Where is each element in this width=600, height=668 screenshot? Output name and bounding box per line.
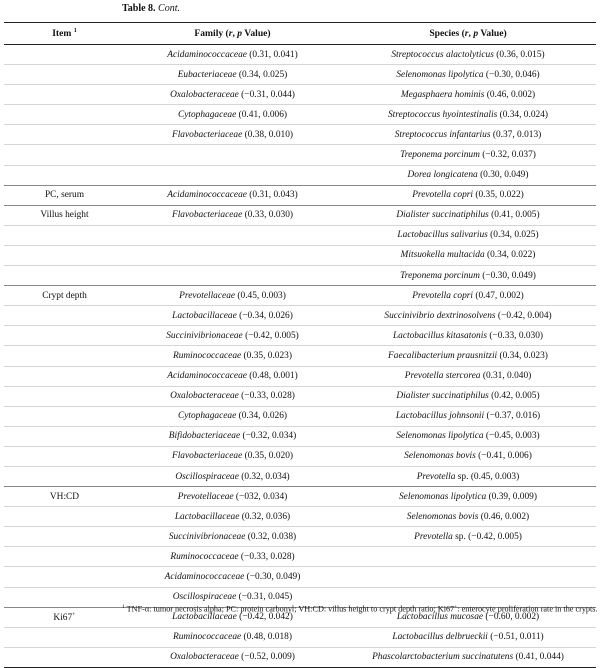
table-row — [4, 85, 596, 105]
species-cell: Streptococcus infantarius (0.37, 0.013) — [340, 125, 596, 145]
species-cell: Prevotella copri (0.47, 0.002) — [340, 286, 596, 306]
family-cell: Prevotellaceae (0.45, 0.003) — [125, 286, 340, 306]
species-cell: Lactobacillus delbrueckii (−0.51, 0.011) — [340, 627, 596, 647]
family-cell: Acidaminococcaceae (0.31, 0.043) — [125, 185, 340, 205]
header-family: Family (r, p Value) — [125, 23, 340, 45]
family-cell: Succinivibrionaceae (0.32, 0.038) — [125, 527, 340, 547]
table-label: Table 8. — [122, 3, 156, 14]
species-cell: Streptococcus hyointestinalis (0.34, 0.024) — [340, 105, 596, 125]
item-cell — [4, 466, 125, 486]
table-body — [4, 45, 596, 668]
item-cell — [4, 346, 125, 366]
item-cell — [4, 225, 125, 245]
table-row — [4, 446, 596, 466]
species-cell: Megasphaera hominis (0.46, 0.002) — [340, 85, 596, 105]
species-cell: Prevotella copri (0.35, 0.022) — [340, 185, 596, 205]
family-cell — [125, 145, 340, 165]
family-cell: Cytophagaceae (0.41, 0.006) — [125, 105, 340, 125]
family-cell: Oscillospiraceae (0.32, 0.034) — [125, 466, 340, 486]
species-cell: Selenomonas bovis (−0.41, 0.006) — [340, 446, 596, 466]
item-cell: Ki67+ — [4, 607, 125, 627]
table-row — [4, 225, 596, 245]
table-row — [4, 527, 596, 547]
item-cell — [4, 386, 125, 406]
species-cell: Lactobacillus mucosae (−0.60, 0.002) — [340, 607, 596, 627]
item-cell — [4, 406, 125, 426]
species-cell: Succinivibrio dextrinosolvens (−0.42, 0.004) — [340, 306, 596, 326]
item-cell — [4, 245, 125, 265]
item-cell — [4, 125, 125, 145]
correlation-table — [4, 22, 596, 668]
family-cell — [125, 225, 340, 245]
family-cell: Flavobacteriaceae (0.33, 0.030) — [125, 205, 340, 225]
item-cell — [4, 507, 125, 527]
family-cell: Acidaminococcaceae (−0.30, 0.049) — [125, 567, 340, 587]
table-row — [4, 266, 596, 286]
table-caption — [122, 3, 180, 14]
family-cell: Lactobacillaceae (0.32, 0.036) — [125, 507, 340, 527]
family-cell: Flavobacteriaceae (0.35, 0.020) — [125, 446, 340, 466]
species-cell: Selenomonas lipolytica (0.39, 0.009) — [340, 487, 596, 507]
table-row — [4, 205, 596, 225]
family-cell: Succinivibrionaceae (−0.42, 0.005) — [125, 326, 340, 346]
table-row — [4, 185, 596, 205]
table-row — [4, 125, 596, 145]
family-cell: Flavobacteriaceae (0.38, 0.010) — [125, 125, 340, 145]
item-cell — [4, 647, 125, 667]
species-cell: Streptococcus alactolyticus (0.36, 0.015) — [340, 45, 596, 65]
item-cell: Crypt depth — [4, 286, 125, 306]
item-cell — [4, 145, 125, 165]
family-cell: Oscillospiraceae (−0.31, 0.045) — [125, 587, 340, 607]
item-cell — [4, 85, 125, 105]
species-cell: Selenomonas lipolytica (−0.45, 0.003) — [340, 426, 596, 446]
table-row — [4, 145, 596, 165]
family-cell: Lactobacillaceae (−0.42, 0.042) — [125, 607, 340, 627]
species-cell: Selenomonas lipolytica (−0.30, 0.046) — [340, 65, 596, 85]
species-cell: Faecalibacterium prausnitzii (0.34, 0.023) — [340, 346, 596, 366]
family-cell: Lactobacillaceae (−0.34, 0.026) — [125, 306, 340, 326]
table-row — [4, 245, 596, 265]
family-cell: Acidaminococcaceae (0.31, 0.041) — [125, 45, 340, 65]
species-cell: Phascolarctobacterium succinatutens (0.41, 0.044) — [340, 647, 596, 667]
family-cell: Oxalobacteraceae (−0.31, 0.044) — [125, 85, 340, 105]
table-row — [4, 547, 596, 567]
item-cell — [4, 306, 125, 326]
table-row — [4, 426, 596, 446]
item-cell: PC, serum — [4, 185, 125, 205]
species-cell: Prevotella stercorea (0.31, 0.040) — [340, 366, 596, 386]
family-cell: Eubacteriaceae (0.34, 0.025) — [125, 65, 340, 85]
family-cell: Prevotellaceae (−032, 0.034) — [125, 487, 340, 507]
species-cell: Mitsuokella multacida (0.34, 0.022) — [340, 245, 596, 265]
species-cell: Lactobacillus kitasatonis (−0.33, 0.030) — [340, 326, 596, 346]
table-row — [4, 466, 596, 486]
item-cell — [4, 446, 125, 466]
table-row — [4, 627, 596, 647]
species-cell — [340, 547, 596, 567]
family-cell: Oxalobacteraceae (−0.52, 0.009) — [125, 647, 340, 667]
table-row — [4, 165, 596, 185]
item-cell — [4, 45, 125, 65]
item-cell: Villus height — [4, 205, 125, 225]
item-cell — [4, 105, 125, 125]
item-cell — [4, 527, 125, 547]
item-cell — [4, 266, 125, 286]
family-cell — [125, 266, 340, 286]
header-item: Item $^1$ — [4, 23, 125, 45]
table-row — [4, 326, 596, 346]
species-cell: Lactobacillus salivarius (0.34, 0.025) — [340, 225, 596, 245]
item-cell — [4, 547, 125, 567]
item-cell — [4, 627, 125, 647]
table-row — [4, 647, 596, 667]
family-cell — [125, 245, 340, 265]
species-cell: Dorea longicatena (0.30, 0.049) — [340, 165, 596, 185]
item-cell — [4, 65, 125, 85]
species-cell: Dialister succinatiphilus (0.42, 0.005) — [340, 386, 596, 406]
family-cell: Cytophagaceae (0.34, 0.026) — [125, 406, 340, 426]
table-row — [4, 65, 596, 85]
item-cell — [4, 567, 125, 587]
table-row — [4, 366, 596, 386]
item-cell — [4, 426, 125, 446]
table-row — [4, 487, 596, 507]
table-row — [4, 507, 596, 527]
item-cell — [4, 587, 125, 607]
species-cell: Treponema porcinum (−0.32, 0.037) — [340, 145, 596, 165]
table-row — [4, 286, 596, 306]
table-row — [4, 346, 596, 366]
table-row — [4, 105, 596, 125]
species-cell: Prevotella sp. (0.45, 0.003) — [340, 466, 596, 486]
item-cell — [4, 326, 125, 346]
family-cell: Oxalobacteraceae (−0.33, 0.028) — [125, 386, 340, 406]
header-row — [4, 23, 596, 45]
family-cell — [125, 165, 340, 185]
table-cont: Cont. — [158, 3, 180, 14]
item-cell — [4, 366, 125, 386]
species-cell: Selenomonas bovis (0.46, 0.002) — [340, 507, 596, 527]
family-cell: Ruminococcaceae (0.35, 0.023) — [125, 346, 340, 366]
family-cell: Ruminococcaceae (−0.33, 0.028) — [125, 547, 340, 567]
item-cell: VH:CD — [4, 487, 125, 507]
family-cell: Acidaminococcaceae (0.48, 0.001) — [125, 366, 340, 386]
family-cell: Bifidobacteriaceae (−0.32, 0.034) — [125, 426, 340, 446]
table-row — [4, 45, 596, 65]
species-cell — [340, 567, 596, 587]
family-cell: Ruminococcaceae (0.48, 0.018) — [125, 627, 340, 647]
table-row — [4, 386, 596, 406]
species-cell: Treponema porcinum (−0.30, 0.049) — [340, 266, 596, 286]
table-row — [4, 406, 596, 426]
species-cell: Dialister succinatiphilus (0.41, 0.005) — [340, 205, 596, 225]
species-cell: Prevotella sp. (−0.42, 0.005) — [340, 527, 596, 547]
item-cell — [4, 165, 125, 185]
header-species: Species (r, p Value) — [340, 23, 596, 45]
table-row — [4, 306, 596, 326]
footnote: $^1$ TNF-α: tumor necrosis alpha; PC: protein carbonyl; VH:CD: villus height to crypt depth ratio; Ki67+: enterocyte proliferation rate in the crypts. — [122, 604, 598, 614]
species-cell: Lactobacillus johnsonii (−0.37, 0.016) — [340, 406, 596, 426]
table-row — [4, 567, 596, 587]
